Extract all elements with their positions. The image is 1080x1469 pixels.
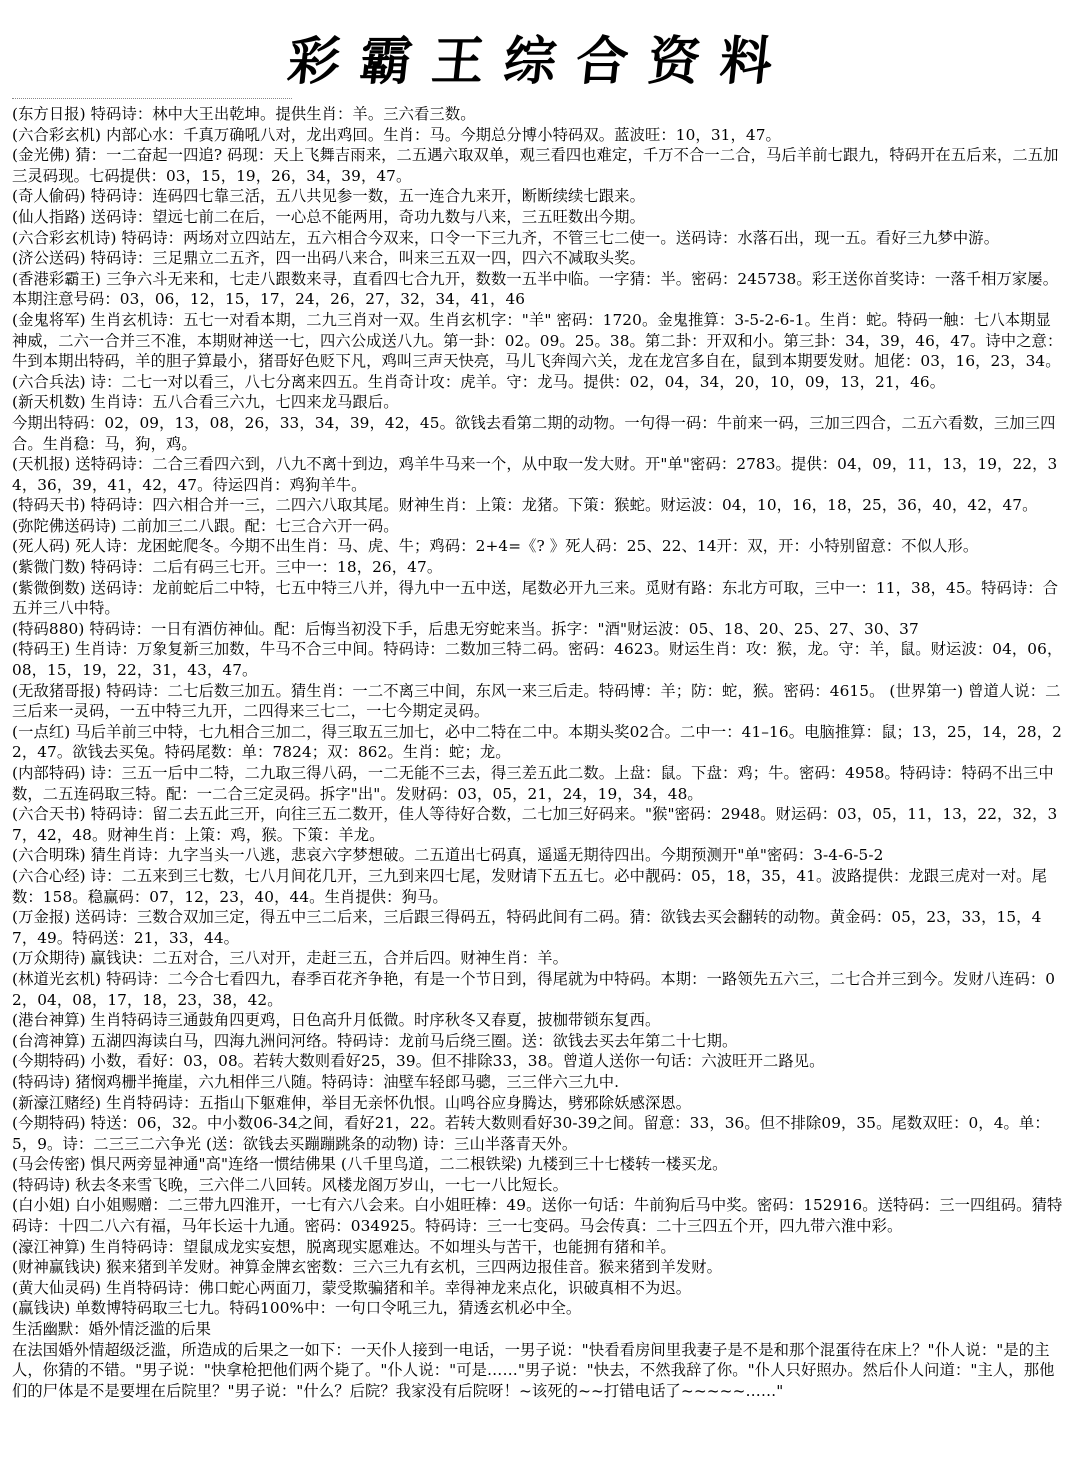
tip-paragraph: (六合天书) 特码诗：留二去五此三开，向往三五二数开，佳人等待好合数，二七加三好码来。"猴"密码：2948。财运码：03，05，11，13，22，32，37，42，48。财神生肖：上策：鸡，猴。下策：羊龙。 <box>12 805 1058 844</box>
tip-paragraph: (金鬼将军) 生肖玄机诗：五七一对看本期，二九三肖对一双。生肖玄机字："羊" 密码：1720。金鬼推算：3-5-2-6-1。生肖：蛇。特码一触：七八本期显神威，二六一合并三不准，本期财神送一七，四六公成送八九。第一卦：02。09。25。38。第二卦：开双和小。第三卦：34，39，46，47。诗中之意：牛到本期出特码，羊的胆子算最小，猪哥好色贬下凡，鸡叫三声天快亮，马儿飞奔闯六关，龙在龙宫多自在，鼠到本期要发财。旭佬：03，16，23，34。 <box>12 310 1063 371</box>
tip-paragraph: (金光佛) 猜：一二奋起一四追? 码现：天上飞舞吉雨来，二五遇六取双单，观三看四也难定，千万不合一二合，马后羊前七跟九，特码开在五后来，二五加三灵码现。七码提供：03，15，19，26，34，39，47。 <box>12 146 1059 185</box>
tip-paragraph: (东方日报) 特码诗：林中大王出乾坤。提供生肖：羊。三六看三数。 <box>12 105 476 123</box>
tip-paragraph: (黄大仙灵码) 生肖特码诗：佛口蛇心两面刀，蒙受欺骗猪和羊。幸得神龙来点化，识破真相不为迟。 <box>12 1278 692 1297</box>
tip-paragraph: (万金报) 送码诗：三数合双加三定，得五中三二后来，三后跟三得码五，特码此间有二码。猜：欲钱去买会翻转的动物。黄金码：05，23，33，15，47，49。特码送：21，33，44。 <box>12 908 1042 947</box>
tip-paragraph: (六合彩玄机诗) 特码诗：两场对立四站左，五六相合今双来，口令一下三九齐，不管三七二使一。送码诗：水落石出，现一五。看好三九梦中游。 <box>12 228 1000 247</box>
humor-body: 在法国婚外情超级泛滥，所造成的后果之一如下：一天仆人接到一电话，一男子说："快看看房间里我妻子是不是和那个混蛋待在床上？"仆人说："是的主人，你猜的不错。"男子说："快拿枪把他们两个毙了。"仆人说："可是……"男子说："快去，不然我辞了你。"仆人只好照办。然后仆人问道："主人，那他们的尸体是不是要埋在后院里？"男子说："什么？后院？我家没有后院呀！~该死的~~打错电话了~~~~~……" <box>12 1340 1055 1400</box>
tip-paragraph: (特码天书) 特码诗：四六相合并一三，二四六八取其尾。财神生肖：上策：龙猪。下策：猴蛇。财运波：04，10，16，18，25，36，40，42，47。 <box>12 496 1038 515</box>
tip-paragraph: (赢钱诀) 单数博特码取三七九。特码100%中：一句口令吼三九，猜透玄机必中全。 <box>12 1299 582 1318</box>
tip-paragraph: (港台神算) 生肖特码诗三通鼓角四更鸡，日色高升月低微。时序秋冬又春夏，披枷带锁东复西。 <box>12 1011 661 1030</box>
tip-paragraph: (六合兵法) 诗：二七一对以看三，八七分离来四五。生肖奇计攻：虎羊。守：龙马。提供：02，04，34，20，10，09，13，21，46。 <box>12 372 946 391</box>
tip-paragraph: (香港彩霸王) 三争六斗无来和，七走八跟数来寻，直看四七合九开，数数一五半中临。一字猜：半。密码：245738。彩王送你首奖诗：一落千相万家屡。本期注意号码：03，06，12，15，17，24，26，27，32，34，41，46 <box>12 269 1059 309</box>
masthead <box>0 28 1080 100</box>
tip-paragraph: (今期特码) 特送：06，32。中小数06-34之间，看好21，22。若转大数则看好30-39之间。留意：33，36。但不排除09，35。尾数双旺：0，4。单：5，9。诗：二三三二六争光 (送：欲钱去买蹦蹦跳条的动物) 诗：三山半落青天外。 <box>12 1114 1050 1153</box>
tip-paragraph: (内部特码) 诗：三五一后中二特，二九取三得八码，一二无能不三去，得三差五此二数。上盘：鼠。下盘：鸡；牛。密码：4958。特码诗：特码不出三中数，二五连码取三特。配：一二合三定灵码。拆字"出"。发财码：03，05，21，24，19，34，48。 <box>12 764 1054 803</box>
tip-paragraph: (紫微门数) 特码诗：二后有码三七开。三中一：18，26，47。 <box>12 558 443 577</box>
tip-paragraph: (济公送码) 特码诗：三足鼎立二五齐，四一出码八来合，叫来三五双一四，四六不减取头奖。 <box>12 249 645 268</box>
tip-paragraph: (濠江神算) 生肖特码诗：望鼠成龙实妄想，脱离现实愿难达。不如埋头与苦干，也能拥有猪和羊。 <box>12 1237 676 1256</box>
tip-paragraph: (一点红) 马后羊前三中特，七九相合三加二，得三取五三加七，必中二特在二中。本期头奖02合。二中一：41–16。电脑推算：鼠；13，25，14，28，22，47。欲钱去买兔。特码尾数：单：7824；双：862。生肖：蛇；龙。 <box>12 722 1062 762</box>
tip-paragraph: (天机报) 送特码诗：二合三看四六到，八九不离十到边，鸡羊牛马来一个，从中取一发大财。开"单"密码：2783。提供：04，09，11，13，19，22，34，36，39，41，42，47。待运四肖：鸡狗羊牛。 <box>12 455 1058 494</box>
tip-paragraph: (新天机数) 生肖诗：五八合看三六九，七四来龙马跟后。 <box>12 393 399 412</box>
tip-paragraph: (马会传密) 惧尺两旁显神通"高"连络一惯结佛果 (八千里鸟道，二二根铁梁) 九楼到三十七楼转一楼买龙。 <box>12 1155 728 1174</box>
tip-paragraph: (台湾神算) 五湖四海读白马，四海九洲问河络。特码诗：龙前马后绕三圈。送：欲钱去买去年第二十七期。 <box>12 1031 738 1050</box>
tip-paragraph: (林道光玄机) 特码诗：二今合七看四九，春季百花齐争艳，有是一个节日到，得尾就为中特码。本期：一路领先五六三，二七合并三到今。发财八连码：02，04，08，17，18，23，38，42。 <box>12 969 1056 1009</box>
faded-header-line <box>12 88 292 99</box>
tip-paragraph: (特码王) 生肖诗：万象复新三加数，牛马不合三中间。特码诗：二数加三特二码。密码：4623。财运生肖：攻：猴，龙。守：羊，鼠。财运波：04，06，08，15，19，22，31，43，47。 <box>12 640 1063 680</box>
page-title: 彩霸王综合资料 <box>284 31 796 92</box>
article-body <box>12 104 1064 1401</box>
tip-paragraph: (紫微倒数) 送码诗：龙前蛇后二中特，七五中特三八并，得九中一五中送，尾数必开九三来。觅财有路：东北方可取，三中一：11，38，45。特码诗：合五并三八中特。 <box>12 578 1059 618</box>
tip-paragraph: (特码诗) 秋去冬来雪飞晚，三六伴二八回转。风楼龙阁万岁山，一七一八比短长。 <box>12 1175 568 1194</box>
tip-paragraph: (仙人指路) 送码诗：望远七前二在后，一心总不能两用，奇功九数与八来，三五旺数出今期。 <box>12 207 645 226</box>
tip-paragraph: (特码880) 特码诗：一日有酒仿神仙。配：后悔当初没下手，后患无穷蛇来当。拆字："酒"财运波：05、18、20、25、27、30、37 <box>12 619 919 638</box>
tip-paragraph: (奇人偷码) 特码诗：连码四七靠三活，五八共见参一数，五一连合九来开，断断续续七跟来。 <box>12 187 645 206</box>
tip-paragraph: (死人码) 死人诗：龙困蛇爬冬。今期不出生肖：马、虎、牛；鸡码：2+4=《? 》死人码：25、22、14开：双，开：小特别留意：不似人形。 <box>12 537 979 556</box>
tip-paragraph: (财神赢钱诀) 猴来猪到羊发财。神算金牌玄密数：三六三九有玄机，三四两边报佳音。猴来猪到羊发财。 <box>12 1258 722 1277</box>
tip-paragraph: (无敌猪哥报) 特码诗：二七后数三加五。猜生肖：一二不离三中间，东风一来三后走。特码博：羊；防：蛇，猴。密码：4615。 (世界第一) 曾道人说：二三后来一灵码，一五中特三九开，二四得来三七二，一七今期定灵码。 <box>12 681 1061 721</box>
humor-section-title: 生活幽默：婚外情泛滥的后果 <box>12 1320 211 1339</box>
tip-paragraph: (白小姐) 白小姐赐赠：二三带九四淮开，一七有六八会来。白小姐旺棒：49。送你一句话：牛前狗后马中奖。密码：152916。送特码：三一四组码。猜特码诗：十四二八六有福，马年长运十九通。密码：034925。特码诗：三一七变码。马会传真：二十三四五个开，四九带六淮中彩。 <box>12 1196 1063 1236</box>
tip-paragraph: (弥陀佛送码诗) 二前加三二八跟。配：七三合六开一码。 <box>12 516 399 535</box>
tip-paragraph: (六合心经) 诗：二五来到三七数，七八月间花几开，三九到来四七尾，发财请下五五七。必中靓码：05，18，35，41。波路提供：龙跟三虎对一对。尾数：158。稳赢码：07，12，23，40，44。生肖提供：狗马。 <box>12 866 1047 906</box>
tip-paragraph: (今期特码) 小数，看好：03，08。若转大数则看好25，39。但不排除33，38。曾道人送你一句话：六波旺开二路见。 <box>12 1052 825 1071</box>
tip-paragraph: 今期出特码：02，09，13，08，26，33，34，39，42，45。欲钱去看第二期的动物。一句得一码：牛前来一码，三加三四合，二五六看数，三加三四合。生肖稳：马，狗，鸡。 <box>12 413 1056 453</box>
tip-paragraph: (新濠江赌经) 生肖特码诗：五指山下躯难伸，举目无亲怀仇恨。山鸣谷应身腾达，劈邪除妖感深恩。 <box>12 1093 692 1112</box>
tip-paragraph: (万众期待) 赢钱诀：二五对合，三八对开，走赶三五，合并后四。财神生肖：羊。 <box>12 949 568 968</box>
tip-paragraph: (六合明珠) 猜生肖诗：九字当头一八逃，悲哀六字梦想破。二五道出七码真，遥遥无期待四出。今期预测开"单"密码：3-4-6-5-2 <box>12 846 884 865</box>
tip-paragraph: (特码诗) 猪悯鸡栅半掩崖，六九相伴三八随。特码诗：油壁车轻郎马骢，三三伴六三九中. <box>12 1072 620 1091</box>
tip-paragraph: (六合彩玄机) 内部心水：千真万确吼八对，龙出鸡回。生肖：马。今期总分博小特码双。蓝波旺：10，31，47。 <box>12 125 781 144</box>
